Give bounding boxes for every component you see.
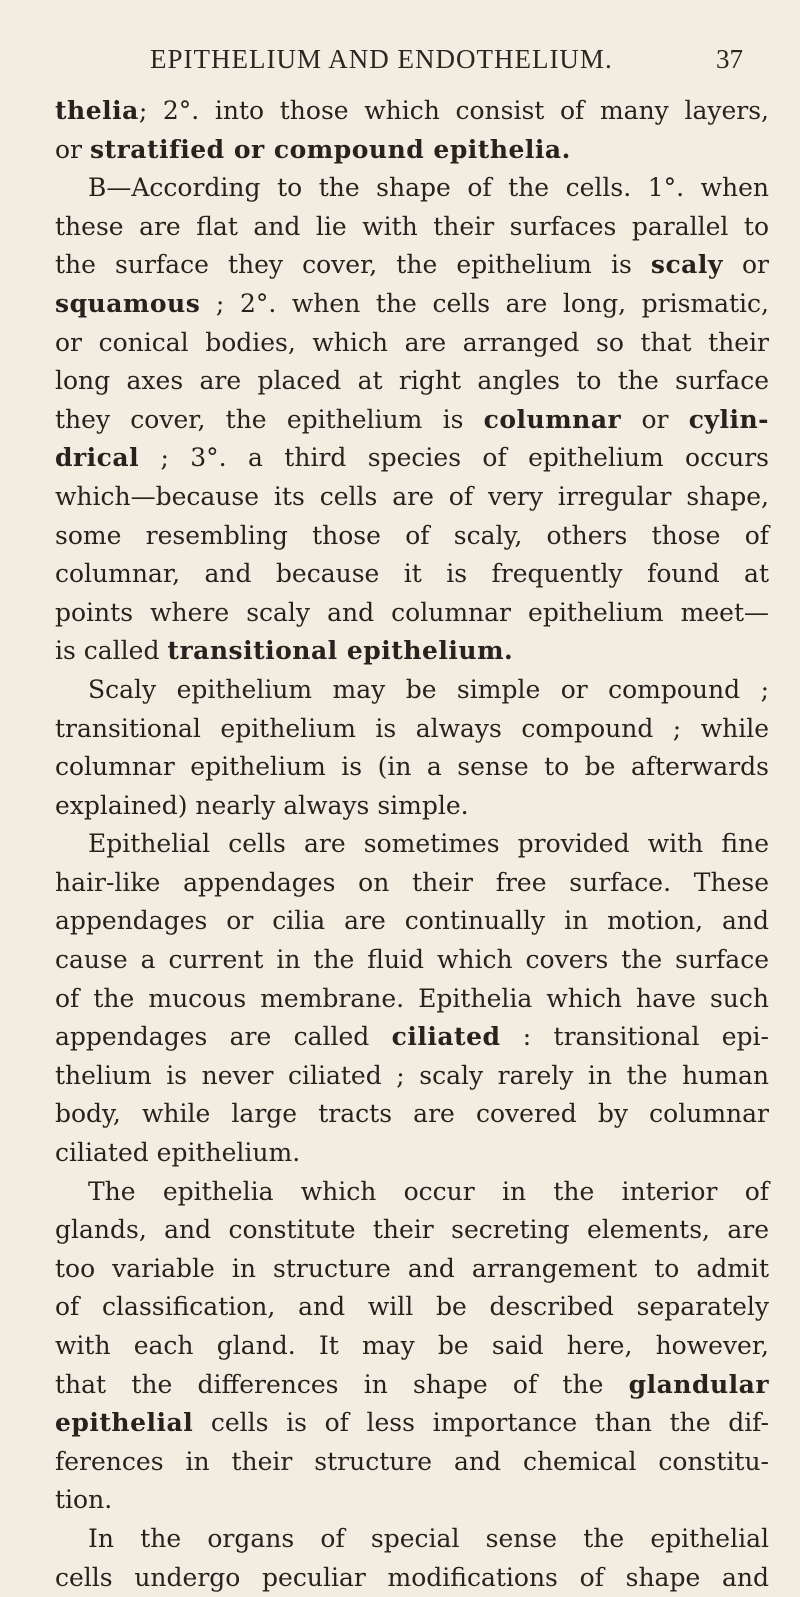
text-line [55, 169, 769, 208]
text-segment: too variable in structure and arrangement to admit [55, 1253, 769, 1283]
text-line [55, 594, 769, 633]
text-line [55, 362, 769, 401]
text-line [55, 1559, 769, 1597]
bold-term: cylin- [688, 404, 769, 434]
text-line [55, 902, 769, 941]
text-line [55, 1250, 769, 1289]
text-line [55, 439, 769, 478]
text-segment: glands, and constitute their secreting elements, are [55, 1215, 769, 1245]
text-line [55, 555, 769, 594]
text-segment: of classification, and will be described separately [55, 1292, 769, 1322]
text-line [55, 1211, 769, 1250]
text-segment: cause a current in the fluid which covers the surface [55, 945, 769, 975]
text-segment: hair-like appendages on their free surface. These [55, 867, 769, 897]
text-line [55, 401, 769, 440]
text-line [55, 1018, 769, 1057]
text-segment: ; 2°. when the cells are long, prismatic, [200, 288, 769, 318]
text-line [55, 517, 769, 556]
text-line [55, 632, 769, 671]
text-segment: with each gland. It may be said here, however, [55, 1331, 769, 1360]
text-line [55, 1520, 769, 1559]
bold-term: epithelial [55, 1408, 194, 1438]
text-segment: cells undergo peculiar modifications of shape and [55, 1562, 769, 1592]
text-segment: The epithelia which occur in the interior of [88, 1176, 769, 1206]
text-line [55, 1173, 769, 1212]
text-segment: B—According to the shape of the cells. 1°. when [88, 173, 769, 203]
text-segment: body, while large tracts are covered by columnar [55, 1099, 769, 1129]
text-segment: : transitional epi- [500, 1022, 769, 1052]
bold-term: drical [55, 443, 140, 473]
text-line [55, 285, 769, 324]
text-segment: ciliated epithelium. [55, 1138, 301, 1168]
text-segment: they cover, the epithelium is [55, 404, 484, 434]
text-segment: of the mucous membrane. Epithelia which have such [55, 983, 769, 1013]
page-header [0, 44, 800, 84]
text-segment: Epithelial cells are sometimes provided with fine [88, 829, 769, 859]
bold-term: ciliated [391, 1022, 501, 1052]
text-segment: some resembling those of scaly, others those of [55, 520, 769, 550]
text-segment: or [621, 404, 689, 434]
text-segment: thelium is never ciliated ; scaly rarely in the human [55, 1060, 769, 1090]
text-segment: which—because its cells are of very irregular shape, [55, 481, 769, 511]
text-line [55, 748, 769, 787]
text-line [55, 478, 769, 517]
text-segment: that the differences in shape of the [55, 1369, 629, 1399]
text-segment: appendages or cilia are continually in motion, and [55, 906, 769, 936]
text-segment: columnar, and because it is frequently found at [55, 559, 769, 589]
bold-term: glandular [628, 1369, 769, 1399]
body-text [55, 92, 769, 1597]
text-segment: tion. [55, 1485, 113, 1515]
text-segment: long axes are placed at right angles to the surface [55, 366, 769, 396]
text-segment: or [722, 250, 769, 280]
bold-term: thelia [55, 96, 139, 125]
text-line [55, 1443, 769, 1482]
text-line [55, 980, 769, 1019]
text-segment: points where scaly and columnar epithelium meet— [55, 597, 769, 627]
text-segment: Scaly epithelium may be simple or compound ; [88, 674, 769, 704]
text-line [55, 825, 769, 864]
text-line [55, 92, 769, 131]
text-line [55, 864, 769, 903]
page-number: 37 [716, 44, 743, 74]
text-line [55, 1095, 769, 1134]
bold-term: columnar [483, 404, 622, 434]
text-line [55, 1327, 769, 1366]
text-line [55, 710, 769, 749]
bold-term: stratified or compound epithelia. [89, 134, 571, 164]
text-line [55, 941, 769, 980]
text-segment: columnar epithelium is (in a sense to be afterwards [55, 752, 769, 782]
text-line [55, 324, 769, 363]
text-line [55, 246, 769, 285]
text-line [55, 1366, 769, 1405]
text-line [55, 787, 769, 826]
text-segment: cells is of less importance than the dif- [193, 1408, 769, 1438]
text-line [55, 1404, 769, 1443]
text-segment: In the organs of special sense the epithelial [88, 1523, 769, 1553]
running-head: EPITHELIUM AND ENDOTHELIUM. [150, 44, 613, 74]
text-line [55, 1288, 769, 1327]
text-line [55, 1057, 769, 1096]
text-line [55, 208, 769, 247]
text-segment: transitional epithelium is always compound ; while [55, 713, 769, 743]
bold-term: squamous [55, 288, 201, 318]
text-segment: or [55, 134, 90, 164]
text-segment: ; 3°. a third species of epithelium occurs [139, 443, 769, 473]
bold-term: transitional epithelium. [167, 636, 514, 666]
text-line [55, 671, 769, 710]
text-segment: ferences in their structure and chemical constitu- [55, 1446, 769, 1476]
text-segment: is called [55, 636, 168, 666]
text-line [55, 131, 769, 170]
text-line [55, 1481, 769, 1520]
text-segment: explained) nearly always simple. [55, 790, 469, 820]
text-line [55, 1134, 769, 1173]
text-segment: these are flat and lie with their surfaces parallel to [55, 211, 769, 241]
text-segment: the surface they cover, the epithelium is [55, 250, 651, 280]
bold-term: scaly [650, 250, 723, 280]
text-segment: or conical bodies, which are arranged so that their [55, 327, 769, 357]
text-segment: appendages are called [55, 1022, 392, 1052]
text-segment: ; 2°. into those which consist of many layers, [138, 96, 769, 125]
